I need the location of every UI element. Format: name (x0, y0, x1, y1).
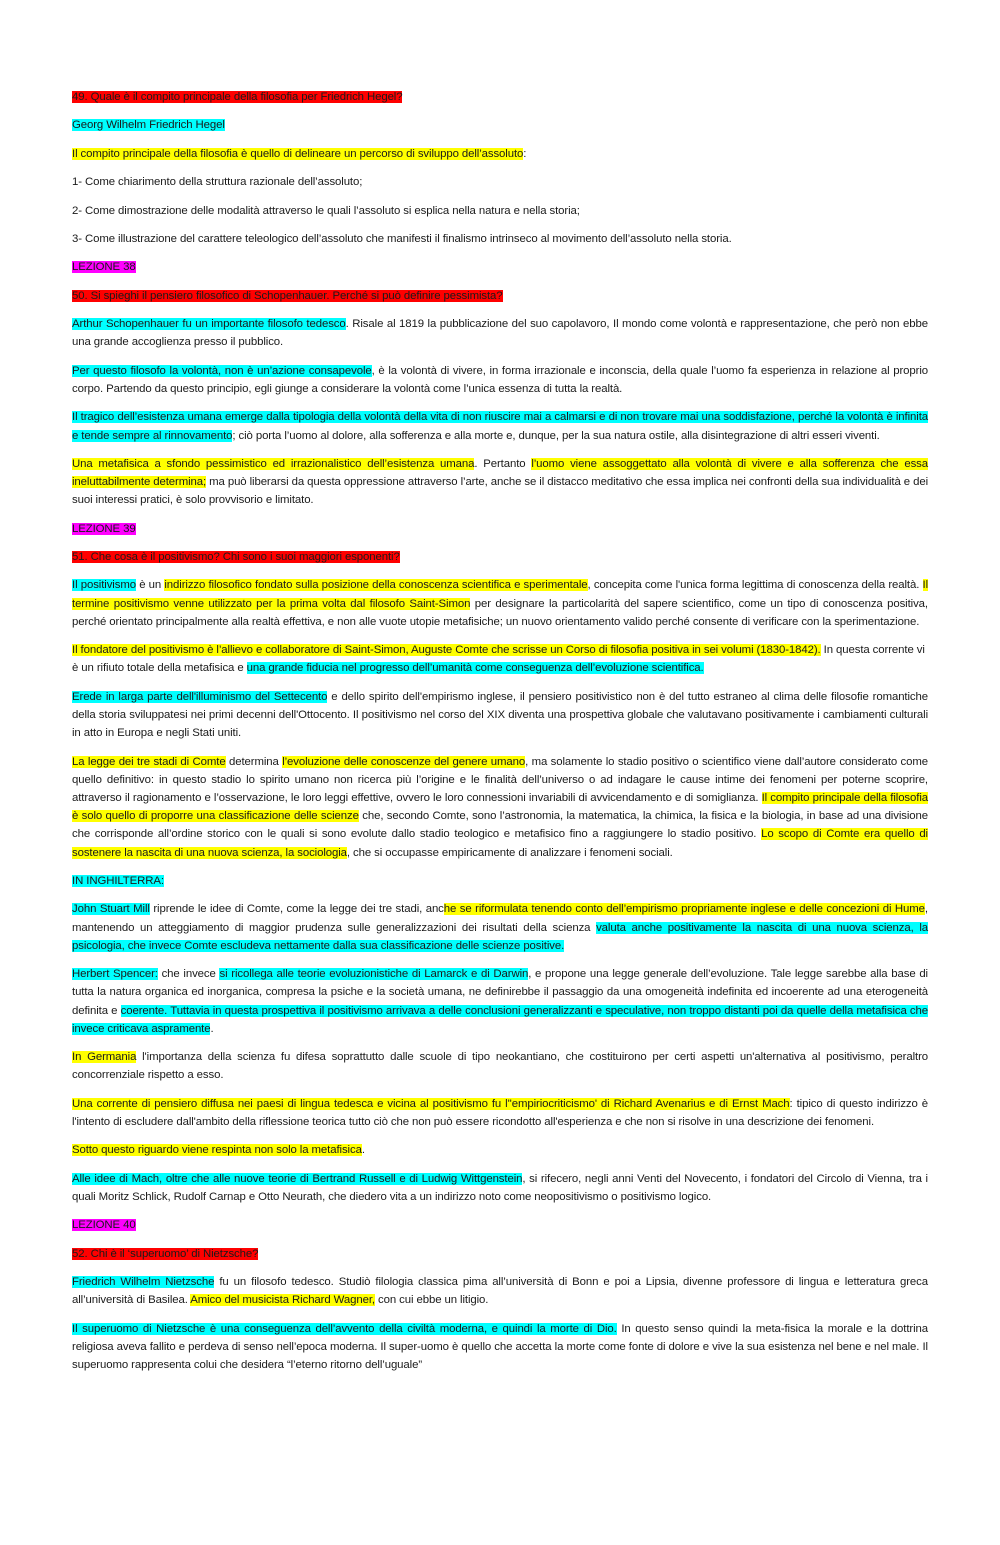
highlighted-text-yellow: l’evoluzione delle conoscenze del genere umano (282, 755, 526, 768)
paragraph (72, 520, 928, 538)
paragraph (72, 1216, 928, 1234)
body-text: : tipico di questo indirizzo è l'intento di escludere dall'ambito della riflessione teorica tutto ciò che non può essere ricondotto all'esperienza e che non si risolve in una descrizione dei fenomeni. (72, 1097, 928, 1129)
body-text: per designare la particolarità del sapere scientifico, come un tipo di conoscenza positiva, perché orientato principalmente alla realtà effettiva, e non alle vuote utopie metafisiche; un nuovo orientamento valido perché consente di verificare con la sperimentazione. (72, 597, 928, 628)
highlighted-text-cyan: Herbert Spencer: (72, 968, 158, 981)
body-text: , che si occupasse empiricamente di analizzare i fenomeni sociali. (346, 846, 673, 859)
paragraph (72, 287, 928, 305)
body-text: , mantenendo un atteggiamento di maggior prudenza sulle generalizzazioni dei risultati della scienza (72, 903, 928, 934)
body-text: determina (225, 755, 283, 768)
highlighted-text-yellow: Una metafisica a sfondo pessimistico ed irrazionalistico dell’esistenza umana (72, 457, 475, 470)
paragraph (72, 688, 928, 743)
highlighted-text-red: 51. Che cosa è il positivismo? Chi sono i suoi maggiori esponenti? (72, 551, 400, 564)
highlighted-text-magenta: LEZIONE 38 (72, 261, 136, 274)
body-text: è un (135, 579, 165, 592)
highlighted-text-cyan: Per questo filosofo la volontà, non è un’azione consapevole (72, 364, 372, 377)
highlighted-text-yellow: Il termine positivismo venne utilizzato per la prima volta dal filosofo Saint-Simon (72, 579, 929, 610)
body-text: . (361, 1144, 365, 1157)
highlighted-text-cyan: Alle idee di Mach, oltre che alle nuove teorie di Bertrand Russell e di Ludwig Wittgenstein (72, 1172, 523, 1185)
paragraph (72, 753, 928, 862)
paragraph (72, 1320, 928, 1375)
highlighted-text-magenta: LEZIONE 39 (72, 522, 136, 535)
body-text: , ma solamente lo stadio positivo o scientifico viene dall’autore considerato come quello definitivo: in questo stadio lo spirito umano non ricerca più l’origine e le finalità dell’universo o ad indagare le cause intime dei fenomeni per poterne scoprire, attraverso il ragionamento e l’osservazione, le loro leggi effettive, ovvero le loro connessioni invariabili di avvicendamento e di somiglianza. (72, 755, 928, 805)
highlighted-text-yellow: l’uomo viene assoggettato alla volontà di vivere e alla sofferenza che essa ineluttabilmente determina; (72, 457, 929, 489)
paragraph (72, 362, 928, 398)
highlighted-text-cyan: IN INGHILTERRA: (72, 875, 164, 888)
body-text: . Risale al 1819 la pubblicazione del suo capolavoro, Il mondo come volontà e rappresentazione, che però non ebbe una grande accoglienza presso il pubblico. (72, 318, 929, 349)
highlighted-text-cyan: Il positivismo (72, 579, 136, 592)
highlighted-text-cyan: John Stuart Mill (72, 903, 150, 916)
paragraph (72, 1245, 928, 1263)
body-text: ma può liberarsi da questa oppressione attraverso l’arte, anche se il distacco meditativo che essa implica nei confronti della sua individualità e dei suoi interessi pratici, è solo provvisorio e limitato. (72, 476, 928, 507)
body-text: 3- Come illustrazione del carattere teleologico dell’assoluto che manifesti il finalismo intrinseco al movimento dell’assoluto nella storia. (72, 232, 732, 245)
highlighted-text-cyan: Il superuomo di Nietzsche è una conseguenza dell’avvento della civiltà moderna, e quindi la morte di Dio. (72, 1322, 617, 1335)
paragraph (72, 408, 928, 444)
highlighted-text-yellow: indirizzo filosofico fondato sulla posizione della conoscenza scientifica e sperimentale (164, 579, 588, 592)
paragraph (72, 258, 928, 276)
body-text: In questa corrente vi è un rifiuto totale della metafisica e (72, 644, 925, 675)
highlighted-text-cyan: una grande fiducia nel progresso dell’umanità come conseguenza dell’evoluzione scientifica. (246, 662, 704, 675)
paragraph (72, 145, 928, 163)
paragraph (72, 455, 928, 510)
body-text: , e propone una legge generale dell’evoluzione. Tale legge sarebbe alla base di tutta la natura organica ed inorganica, compresa la psiche e la società umana, ne definirebbe il passaggio da una omogeneità indefinita ed incoerente ad una eterogeneità definita e (72, 968, 928, 1017)
body-text: ; ciò porta l’uomo al dolore, alla sofferenza e alla morte e, dunque, per la sua natura ostile, alla disintegrazione di altri esseri viventi. (232, 429, 880, 442)
highlighted-text-cyan: Erede in larga parte dell'illuminismo del Settecento (72, 690, 328, 703)
paragraph (72, 900, 928, 955)
highlighted-text-yellow: In Germania (72, 1051, 137, 1064)
highlighted-text-cyan: si ricollega alle teorie evoluzionistiche di Lamarck e di Darwin (219, 968, 529, 981)
body-text: , si rifecero, negli anni Venti del Novecento, i fondatori del Circolo di Vienna, tra i quali Moritz Schlick, Rudolf Carnap e Otto Neurath, che diedero vita a un indirizzo noto come neopositivismo o positivismo logico. (72, 1172, 928, 1204)
body-text: , è la volontà di vivere, in forma irrazionale e inconscia, della quale l’uomo fa esperienza in relazione al proprio corpo. Partendo da questo principio, egli giunge a considerare la volontà come l’unica essenza di tutta la realtà. (72, 364, 928, 395)
highlighted-text-red: 52. Chi è il ‘superuomo’ di Nietzsche? (72, 1247, 259, 1260)
highlighted-text-yellow: Amico del musicista Richard Wagner, (190, 1294, 375, 1307)
paragraph (72, 116, 928, 134)
highlighted-text-magenta: LEZIONE 40 (72, 1219, 136, 1232)
paragraph (72, 1141, 928, 1159)
body-text: riprende le idee di Comte, come la legge dei tre stadi, anc (149, 903, 444, 916)
highlighted-text-cyan: coerente. Tuttavia in questa prospettiva il positivismo arrivava a delle conclusioni generalizzanti e speculative, non troppo distanti poi da quelle della metafisica che invece criticava aspramente (72, 1004, 929, 1035)
highlighted-text-yellow: he se riformulata tenendo conto dell’empirismo propriamente inglese e delle concezioni di Hume (443, 903, 925, 916)
highlighted-text-cyan: Georg Wilhelm Friedrich Hegel (72, 119, 225, 132)
highlighted-text-red: 50. Si spieghi il pensiero filosofico di Schopenhauer. Perché si può definire pessimista? (72, 289, 503, 302)
body-text: . (210, 1022, 214, 1035)
paragraph (72, 202, 928, 220)
paragraph (72, 641, 928, 677)
body-text: 2- Come dimostrazione delle modalità attraverso le quali l’assoluto si esplica nella natura e nella storia; (72, 204, 580, 217)
highlighted-text-red: 49. Quale è il compito principale della filosofia per Friedrich Hegel? (72, 91, 403, 103)
highlighted-text-yellow: Sotto questo riguardo viene respinta non solo la metafisica (72, 1144, 362, 1157)
highlighted-text-cyan: Friedrich Wilhelm Nietzsche (72, 1276, 215, 1289)
body-text: : (523, 147, 527, 160)
paragraph (72, 872, 928, 890)
body-text: che, secondo Comte, sono l’astronomia, la matematica, la chimica, la fisica e la biologia, in base ad una divisione che corrisponde all’ordine storico con le quali si sono evolute dallo stadio teologico e metafisico fino a raggiungere lo stadio positivo. (72, 810, 928, 841)
body-text: , concepita come l'unica forma legittima di conoscenza della realtà. (587, 579, 923, 592)
body-text: e dello spirito dell'empirismo inglese, il pensiero positivistico non è del tutto estraneo al clima delle filosofie romantiche della storia sviluppatesi nei primi decenni dell'Ottocento. Il positivismo nel corso del XIX diventa una prospettiva globale che valutavano positivamente i cambiamenti culturali in atto in Europa e negli Stati uniti. (72, 690, 928, 740)
highlighted-text-yellow: Il fondatore del positivismo è l’allievo e collaboratore di Saint-Simon, Auguste Comte che scrisse un Corso di filosofia positiva in sei volumi (1830-1842). (72, 644, 821, 657)
document-page (72, 88, 928, 1385)
paragraph (72, 88, 928, 106)
body-text: l'importanza della scienza fu difesa soprattutto dalle scuole di tipo neokantiano, che costituirono per certi aspetti un'alternativa al positivismo, peraltro concorrenziale rispetto a esso. (72, 1051, 929, 1082)
body-text: 1- Come chiarimento della struttura razionale dell’assoluto; (72, 176, 363, 189)
paragraph (72, 315, 928, 351)
paragraph (72, 548, 928, 566)
paragraph (72, 1170, 928, 1206)
highlighted-text-cyan: Il tragico dell’esistenza umana emerge dalla tipologia della volontà della vita di non riuscire mai a calmarsi e di non trovare mai una soddisfazione, perché la volontà è infinita e tende sempre al rinnovamento (72, 411, 928, 442)
highlighted-text-yellow: Il compito principale della filosofia è solo quello di proporre una classificazione delle scienze (72, 792, 928, 823)
paragraph (72, 173, 928, 191)
paragraph (72, 1273, 928, 1309)
body-text: In questo senso quindi la meta-fisica la morale e la dottrina religiosa aveva fallito e perdeva di senso nell’epoca moderna. Il super-uomo è quello che accetta la morte come fonte di dolore e vive la sua esistenza nel bene e nel male. Il superuomo rappresenta colui che desidera “l’eterno ritorno dell’uguale” (72, 1322, 928, 1372)
paragraph (72, 965, 928, 1038)
highlighted-text-cyan: Arthur Schopenhauer fu un importante filosofo tedesco (72, 318, 346, 331)
paragraph (72, 576, 928, 631)
body-text: fu un filosofo tedesco. Studiò filologia classica pima all’università di Bonn e poi a Lipsia, divenne professore di lingua e letteratura greca all’università di Basilea. (72, 1276, 928, 1307)
highlighted-text-yellow: La legge dei tre stadi di Comte (72, 755, 226, 768)
body-text: con cui ebbe un litigio. (374, 1294, 489, 1307)
highlighted-text-yellow: Il compito principale della filosofia è quello di delineare un percorso di sviluppo dell’assoluto (72, 147, 524, 160)
highlighted-text-cyan: valuta anche positivamente la nascita di una nuova scienza, la psicologia, che invece Comte escludeva nettamente dalla sua classificazione delle scienze positive. (72, 921, 928, 952)
body-text: che invece (157, 968, 220, 981)
paragraph (72, 230, 928, 248)
highlighted-text-yellow: Lo scopo di Comte era quello di sostenere la nascita di una nuova scienza, la sociologia (72, 828, 928, 859)
highlighted-text-yellow: Una corrente di pensiero diffusa nei paesi di lingua tedesca e vicina al positivismo fu l''empiriocriticismo' di Richard Avenarius e di Ernst Mach (72, 1097, 790, 1110)
paragraph (72, 1095, 928, 1131)
paragraph (72, 1048, 928, 1084)
body-text: . Pertanto (474, 457, 532, 470)
